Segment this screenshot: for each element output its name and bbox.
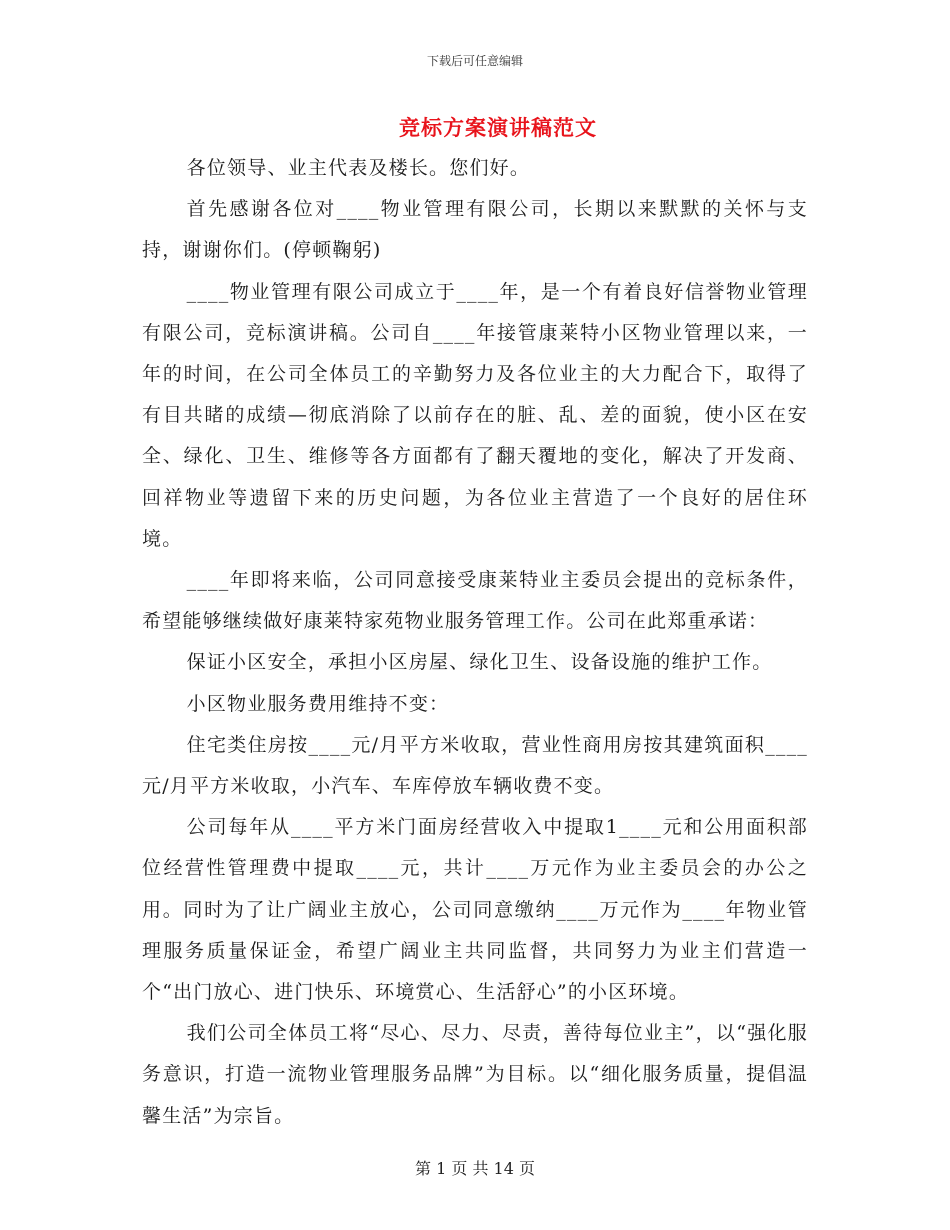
page-number: 第 1 页 共 14 页 xyxy=(415,1159,535,1178)
document-title: 竞标方案演讲稿范文 xyxy=(399,115,597,140)
paragraph-fee-rates: 住宅类住房按____元/月平方米收取，营业性商用房按其建筑面积____元/月平方米收取，小汽车、车库停放车辆收费不变。 xyxy=(142,733,808,798)
paragraph-funding: 公司每年从____平方米门面房经营收入中提取1____元和公用面积部位经营性管理费中提取____元，共计____万元作为业主委员会的办公之用。同时为了让广阔业主放心，公司同意缴纳____万元作为____年物业管理服务质量保证金，希望广阔业主共同监督，共同努力为业主们营造一个“出门放心、进门快乐、环境赏心、生活舒心”的小区环境。 xyxy=(142,816,808,1004)
page-header-note: 下载后可任意编辑 xyxy=(426,54,523,68)
document-body xyxy=(142,148,808,1137)
paragraph-mission: 我们公司全体员工将“尽心、尽力、尽责，善待每位业主”，以“强化服务意识，打造一流物业管理服务品牌”为目标。以“细化服务质量，提倡温馨生活”为宗旨。 xyxy=(142,1022,808,1127)
paragraph-bid-acceptance: ____年即将来临，公司同意接受康莱特业主委员会提出的竞标条件，希望能够继续做好康莱特家苑物业服务管理工作。公司在此郑重承诺： xyxy=(142,569,808,633)
paragraph-commitment-safety: 保证小区安全，承担小区房屋、绿化卫生、设备设施的维护工作。 xyxy=(186,651,773,674)
paragraph-company-intro: ____物业管理有限公司成立于____年，是一个有着良好信誉物业管理有限公司，竞标演讲稿。公司自____年接管康莱特小区物业管理以来，一年的时间，在公司全体员工的辛勤努力及各位业主的大力配合下，取得了有目共睹的成绩—彻底消除了以前存在的脏、乱、差的面貌，使小区在安全、绿化、卫生、维修等各方面都有了翻天覆地的变化，解决了开发商、回祥物业等遗留下来的历史问题，为各位业主营造了一个良好的居住环境。 xyxy=(142,280,808,550)
paragraph-greeting: 各位领导、业主代表及楼长。您们好。 xyxy=(186,157,531,179)
paragraph-thanks: 首先感谢各位对____物业管理有限公司，长期以来默默的关怀与支持，谢谢你们。(停顿鞠躬) xyxy=(142,198,808,262)
paragraph-commitment-fees: 小区物业服务费用维持不变： xyxy=(186,692,450,715)
